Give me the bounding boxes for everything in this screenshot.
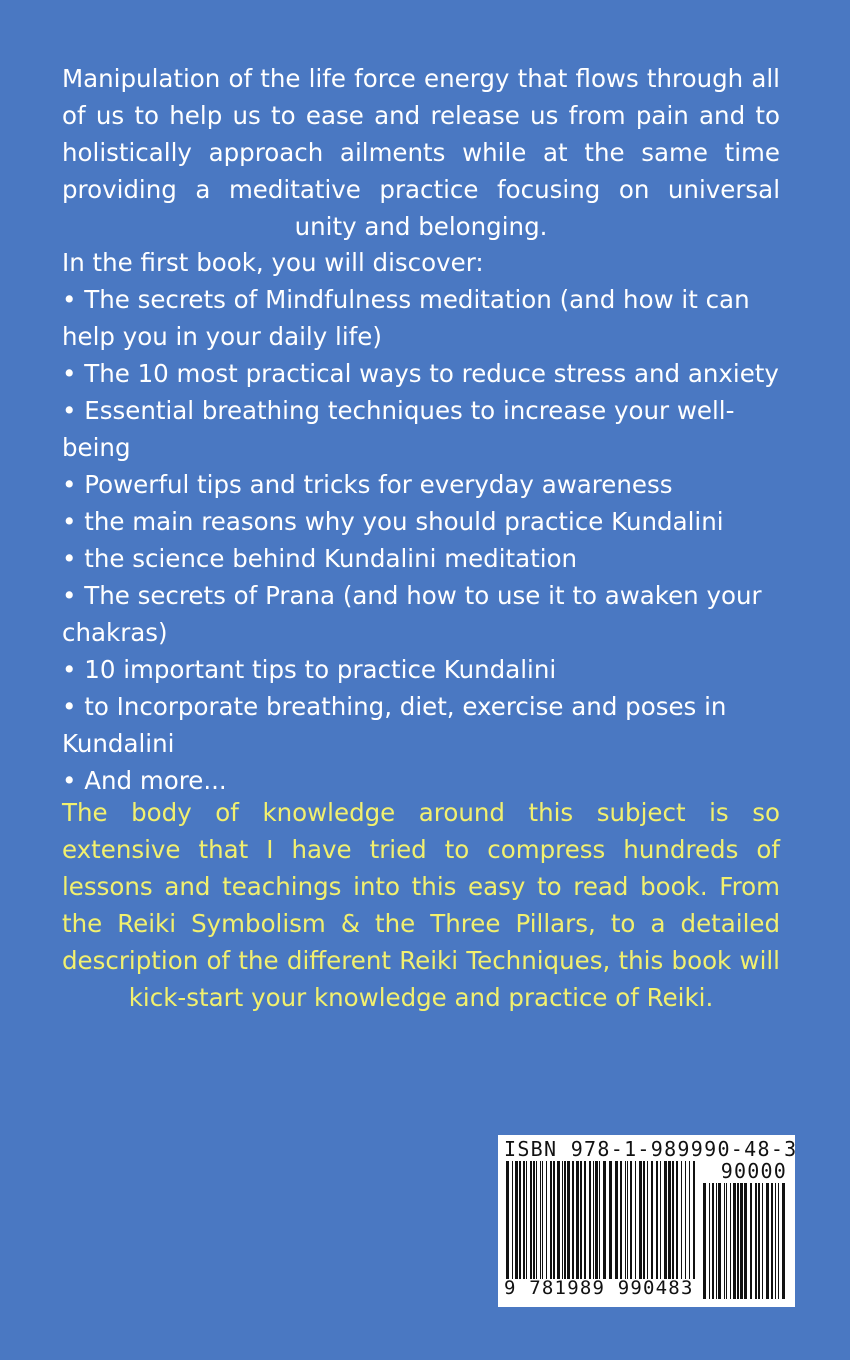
price-code: 90000: [720, 1159, 787, 1183]
isbn-barcode: [498, 1135, 798, 1307]
list-heading: In the first book, you will discover:: [62, 248, 484, 277]
outro-paragraph: The body of knowledge around this subject is so extensive that I have tried to compress hundreds of lessons and teachings into this easy to read book. From the Reiki Symbolism & the Three Pillars, to a detailed description of the different Reiki Techniques, this book will kick-start your knowledge and practice of Reiki.: [62, 798, 780, 1012]
list-item: • Powerful tips and tricks for everyday awareness: [62, 470, 673, 499]
intro-paragraph: Manipulation of the life force energy that flows through all of us to help us to ease and release us from pain and to holistically approach ailments while at the same time providing a meditative practice focusing on universal unity and belonging.: [62, 64, 780, 241]
list-item: • to Incorporate breathing, diet, exercise and poses in Kundalini: [62, 692, 727, 758]
list-item: • 10 important tips to practice Kundalini: [62, 655, 557, 684]
list-item: • The 10 most practical ways to reduce stress and anxiety: [62, 359, 779, 388]
addon-barcode-bars-icon: [703, 1183, 785, 1301]
list-item: • the main reasons why you should practice Kundalini: [62, 507, 724, 536]
list-item: • The secrets of Mindfulness meditation (and how it can help you in your daily life): [62, 285, 750, 351]
barcode-bars-icon: [506, 1161, 696, 1281]
list-item: • Essential breathing techniques to increase your well-being: [62, 396, 735, 462]
discover-list: [62, 244, 780, 799]
list-item: • The secrets of Prana (and how to use it to awaken your chakras): [62, 581, 762, 647]
ean-digits: 9 781989 990483: [504, 1277, 694, 1299]
list-item: • And more...: [62, 766, 227, 795]
isbn-label: ISBN 978-1-989990-48-3: [504, 1137, 798, 1161]
list-item: • the science behind Kundalini meditation: [62, 544, 578, 573]
